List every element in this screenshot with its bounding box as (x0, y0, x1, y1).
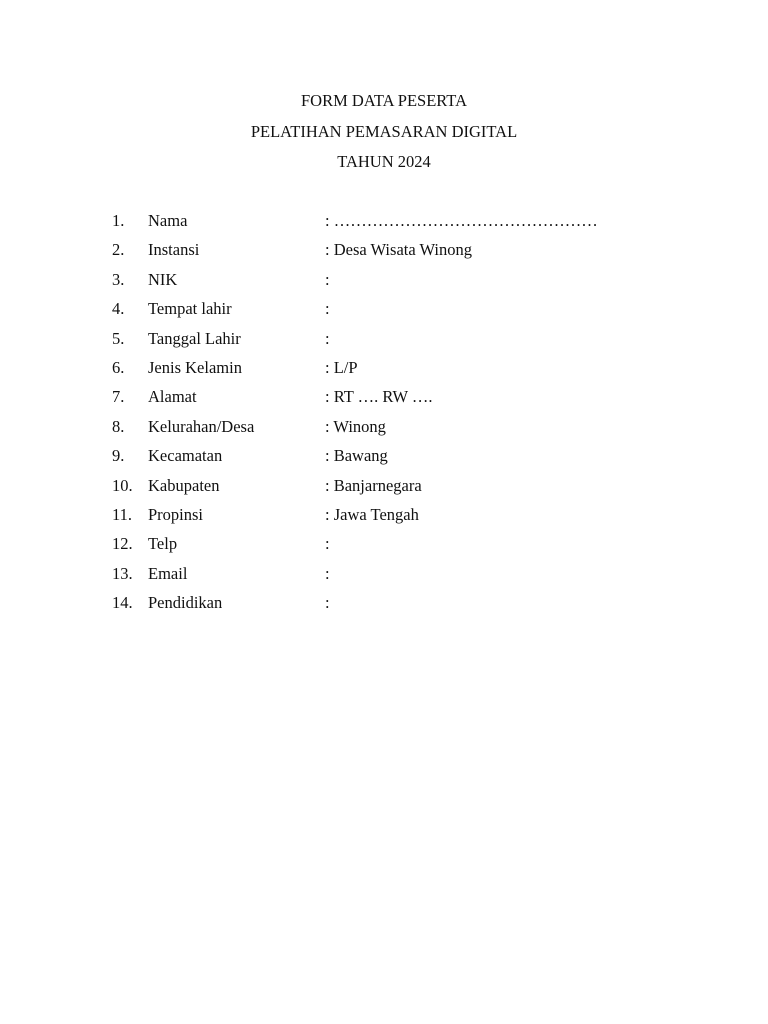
field-value-alamat: : RT …. RW …. (325, 387, 433, 407)
field-value-kecamatan: : Bawang (325, 446, 388, 466)
field-value-nama: : ………………………………………… (325, 211, 598, 230)
field-value-nik: : (325, 269, 330, 289)
field-value-tempat-lahir: : (325, 299, 330, 319)
form-row-kecamatan (0, 441, 768, 470)
row-number: 9. (112, 446, 125, 466)
form-subtitle: PELATIHAN PEMASARAN DIGITAL (250, 121, 518, 141)
row-number: 2. (112, 240, 125, 260)
field-label-tempat-lahir: Tempat lahir (148, 299, 232, 319)
row-number: 7. (112, 387, 125, 407)
form-row-email (0, 559, 768, 588)
field-label-kabupaten: Kabupaten (148, 475, 220, 495)
row-number: 10. (112, 475, 133, 495)
form-title: FORM DATA PESERTA (301, 91, 467, 110)
row-number: 14. (112, 593, 133, 613)
form-row-telp (0, 529, 768, 558)
field-value-telp: : (325, 534, 330, 554)
row-number: 4. (112, 299, 125, 319)
row-number: 12. (112, 534, 133, 554)
form-row-tempat-lahir (0, 294, 768, 323)
form-row-pendidikan (0, 588, 768, 617)
form-row-alamat (0, 382, 768, 411)
row-number: 8. (112, 416, 125, 436)
field-value-propinsi: : Jawa Tengah (325, 504, 419, 524)
form-row-tanggal-lahir (0, 324, 768, 353)
row-number: 5. (112, 328, 125, 348)
field-value-pendidikan: : (325, 593, 330, 613)
field-value-tanggal-lahir: : (325, 328, 330, 348)
field-value-email: : (325, 563, 330, 583)
form-year: TAHUN 2024 (337, 152, 431, 171)
row-number: 13. (112, 563, 133, 583)
field-value-instansi: : Desa Wisata Winong (325, 240, 472, 260)
field-label-instansi: Instansi (148, 240, 200, 260)
field-label-nama: Nama (148, 211, 188, 230)
participant-data-list (0, 206, 768, 617)
field-value-jenis-kelamin: : L/P (325, 357, 358, 377)
form-row-kabupaten (0, 471, 768, 500)
field-label-nik: NIK (148, 269, 178, 289)
row-number: 11. (112, 504, 133, 524)
field-label-jenis-kelamin: Jenis Kelamin (148, 357, 242, 377)
form-row-nik (0, 265, 768, 294)
field-label-pendidikan: Pendidikan (148, 593, 223, 613)
field-label-tanggal-lahir: Tanggal Lahir (148, 328, 241, 348)
field-label-kecamatan: Kecamatan (148, 446, 223, 466)
row-number: 3. (112, 269, 125, 289)
field-label-kelurahan-desa: Kelurahan/Desa (148, 416, 255, 436)
row-number: 1. (112, 211, 125, 230)
field-label-telp: Telp (148, 534, 178, 554)
field-value-kabupaten: : Banjarnegara (325, 475, 422, 495)
form-row-nama (0, 206, 768, 235)
row-number: 6. (112, 357, 125, 377)
form-row-kelurahan-desa (0, 412, 768, 441)
form-row-propinsi (0, 500, 768, 529)
field-value-kelurahan-desa: : Winong (325, 416, 386, 436)
field-label-alamat: Alamat (148, 387, 197, 407)
form-heading (0, 86, 768, 178)
form-row-jenis-kelamin (0, 353, 768, 382)
form-row-instansi (0, 235, 768, 264)
field-label-email: Email (148, 563, 188, 583)
field-label-propinsi: Propinsi (148, 504, 204, 524)
